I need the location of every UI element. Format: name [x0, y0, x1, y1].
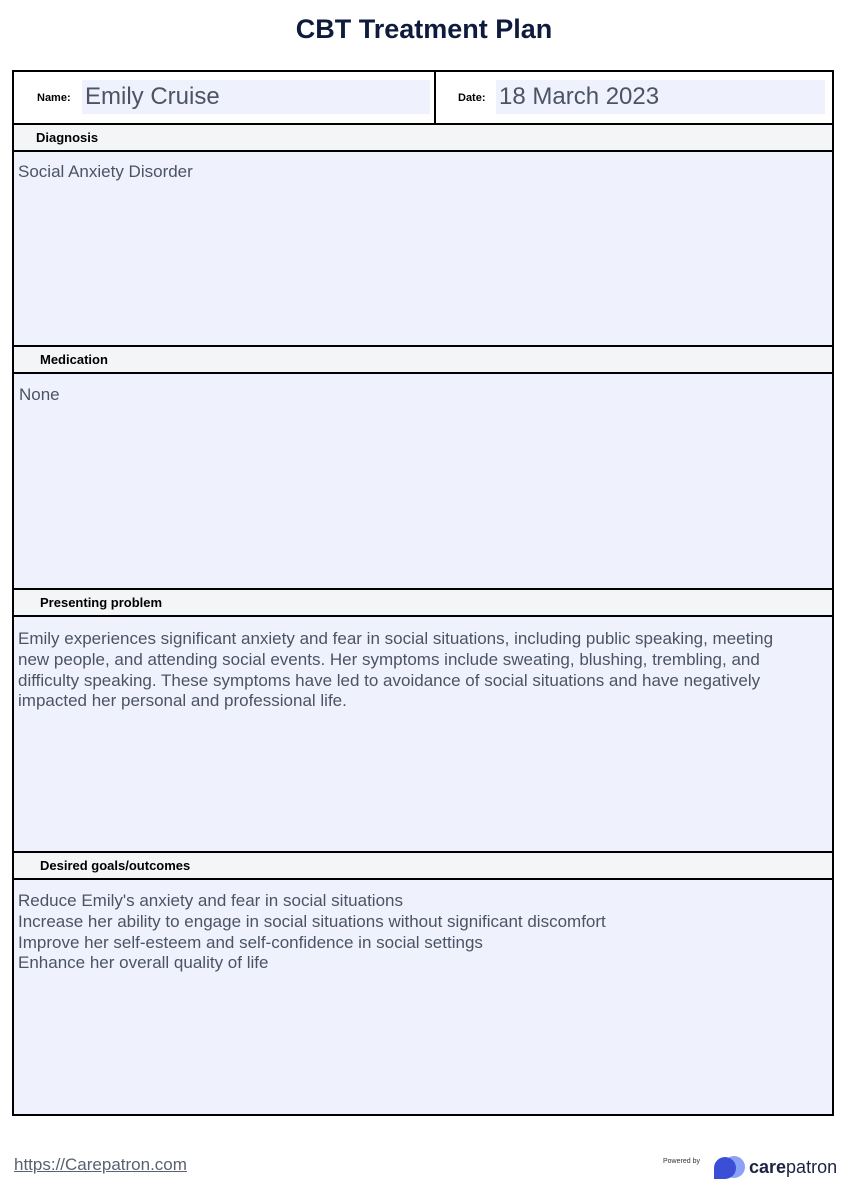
diagnosis-text: Social Anxiety Disorder: [18, 162, 193, 181]
name-cell: [14, 72, 436, 123]
goal-item: Increase her ability to engage in social situations without significant discomfort: [18, 911, 606, 931]
carepatron-logo[interactable]: [711, 1154, 841, 1182]
goal-item: Improve her self-esteem and self-confidence in social settings: [18, 932, 483, 952]
presenting-problem-line: new people, and attending social events. Her symptoms include sweating, blushing, trembling, and: [18, 649, 760, 669]
goals-label: Desired goals/outcomes: [14, 853, 832, 880]
medication-text: None: [19, 385, 60, 404]
medication-label: Medication: [14, 347, 832, 374]
presenting-problem-line: Emily experiences significant anxiety and fear in social situations, including public speaking, meeting: [18, 629, 774, 648]
date-field[interactable]: 18 March 2023: [496, 80, 825, 114]
name-field[interactable]: Emily Cruise: [82, 80, 430, 114]
goal-item: Reduce Emily's anxiety and fear in social situations: [18, 891, 403, 910]
presenting-problem-line: difficulty speaking. These symptoms have led to avoidance of social situations and have negatively: [18, 670, 761, 690]
presenting-problem-line: impacted her personal and professional life.: [18, 691, 347, 711]
goal-item: Enhance her overall quality of life: [18, 953, 269, 973]
date-label: Date:: [458, 92, 486, 104]
presenting-problem-label: Presenting problem: [14, 590, 832, 617]
carepatron-wordmark: carepatron: [749, 1157, 838, 1177]
diagnosis-label: Diagnosis: [14, 125, 832, 152]
diagnosis-field[interactable]: [14, 152, 832, 347]
carepatron-logo-icon: [711, 1154, 747, 1182]
presenting-problem-field[interactable]: [14, 617, 832, 853]
page-title: CBT Treatment Plan: [295, 14, 553, 44]
date-cell: [436, 72, 832, 123]
powered-by-text: Powered by: [663, 1158, 700, 1165]
treatment-plan-form: [12, 70, 834, 1116]
header-row: [14, 72, 832, 125]
carepatron-link[interactable]: https://Carepatron.com: [14, 1155, 187, 1174]
goals-field[interactable]: [14, 880, 832, 1114]
medication-field[interactable]: [14, 374, 832, 590]
name-label: Name:: [37, 92, 71, 104]
